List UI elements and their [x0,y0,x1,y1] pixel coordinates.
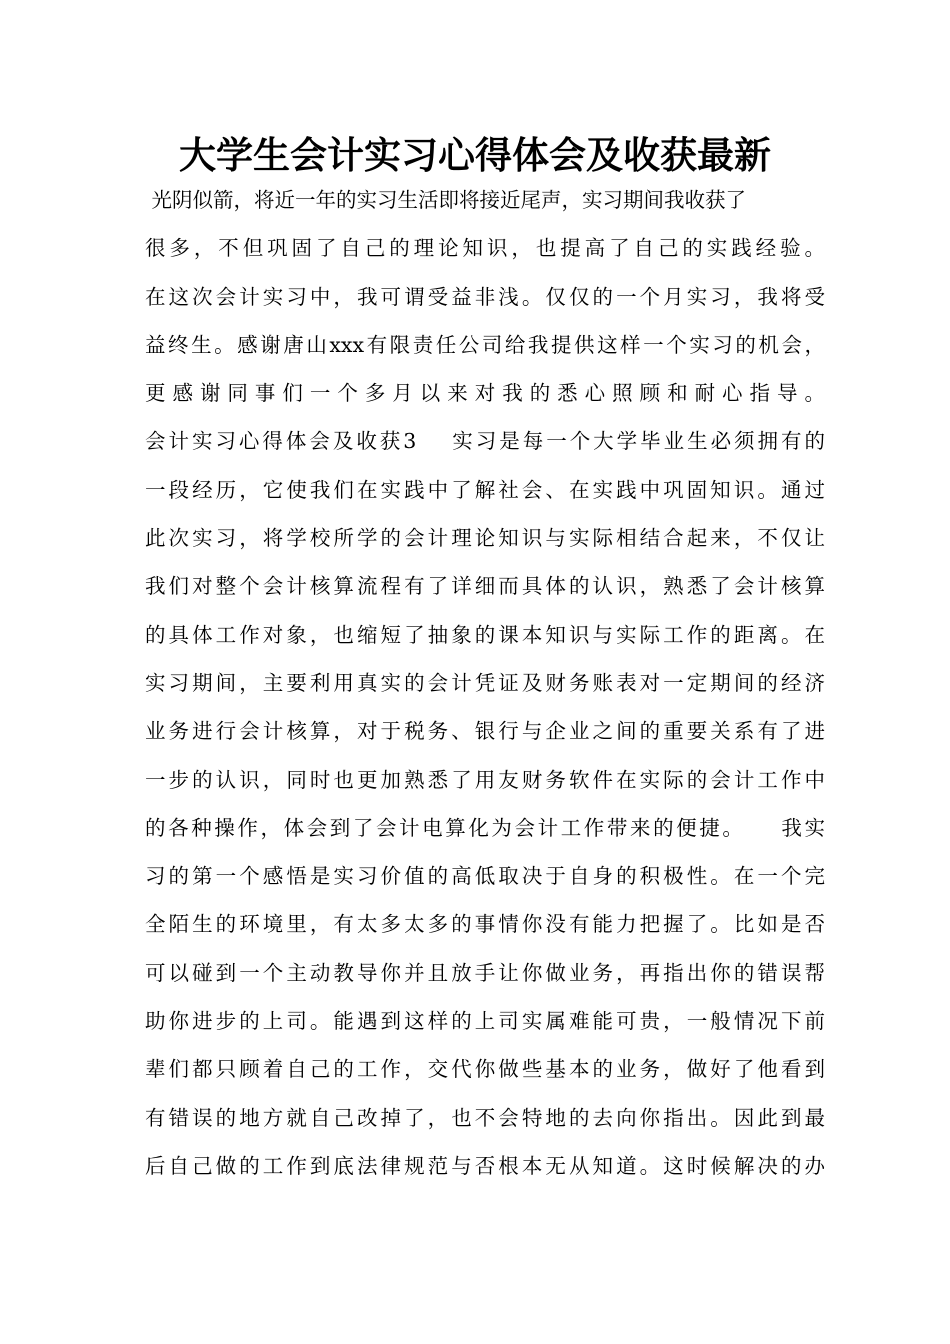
body-line: 全陌生的环境里，有太多太多的事情你没有能力把握了。比如是否 [145,912,825,937]
body-line: 更感谢同事们一个多月以来对我的悉心照顾和耐心指导。 [145,381,825,406]
body-line: 在这次会计实习中，我可谓受益非浅。仅仅的一个月实习，我将受 [145,284,825,309]
body-line: 后自己做的工作到底法律规范与否根本无从知道。这时候解决的办 [145,1153,825,1178]
body-line: 助你进步的上司。能遇到这样的上司实属难能可贵，一般情况下前 [145,1009,825,1034]
body-line: 会计实习心得体会及收获3 实习是每一个大学毕业生必须拥有的 [145,429,825,454]
body-line: 很多，不但巩固了自己的理论知识，也提高了自己的实践经验。 [145,236,825,261]
body-line: 可以碰到一个主动教导你并且放手让你做业务，再指出你的错误帮 [145,960,825,985]
body-line: 习的第一个感悟是实习价值的高低取决于自身的积极性。在一个完 [145,864,825,889]
body-line: 光阴似箭，将近一年的实习生活即将接近尾声，实习期间我收获了 [145,188,747,212]
body-line: 我们对整个会计核算流程有了详细而具体的认识，熟悉了会计核算 [145,574,825,599]
body-line: 有错误的地方就自己改掉了，也不会特地的去向你指出。因此到最 [145,1105,825,1130]
document-body [145,176,825,1190]
body-line: 益终生。感谢唐山xxx有限责任公司给我提供这样一个实习的机会， [145,332,825,357]
body-line: 的具体工作对象，也缩短了抽象的课本知识与实际工作的距离。在 [145,622,825,647]
body-line: 辈们都只顾着自己的工作，交代你做些基本的业务，做好了他看到 [145,1057,825,1082]
body-line: 一段经历，它使我们在实践中了解社会、在实践中巩固知识。通过 [145,477,825,502]
body-line: 一步的认识，同时也更加熟悉了用友财务软件在实际的会计工作中 [145,767,825,792]
body-line: 实习期间，主要利用真实的会计凭证及财务账表对一定期间的经济 [145,670,825,695]
body-line: 业务进行会计核算，对于税务、银行与企业之间的重要关系有了进 [145,719,825,744]
body-line: 的各种操作，体会到了会计电算化为会计工作带来的便捷。 我实 [145,815,825,840]
body-line: 此次实习，将学校所学的会计理论知识与实际相结合起来，不仅让 [145,526,825,551]
document-title: 大学生会计实习心得体会及收获最新 [179,134,771,177]
